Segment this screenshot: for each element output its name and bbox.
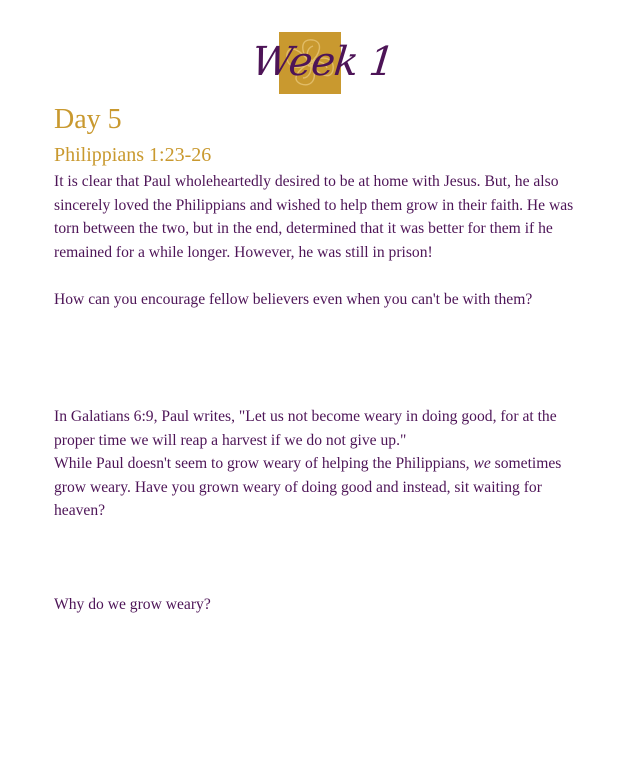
page-header — [0, 26, 624, 98]
intro-paragraph: It is clear that Paul wholeheartedly desired to be at home with Jesus. But, he also sincerely loved the Philippians and wished to help them grow in their faith. He was torn between the two, but in the end, determined that it was better for them if he remained for a while longer. However, he was still in prison! — [54, 173, 574, 261]
reflection-question-2: Why do we grow weary? — [54, 595, 211, 613]
week-logo-text: Week 1 — [249, 39, 397, 85]
answer-space-2 — [54, 523, 574, 593]
day-content — [54, 100, 574, 616]
galatians-quote: In Galatians 6:9, Paul writes, "Let us not become weary in doing good, for at the proper time we will reap a harvest if we do not give up." — [54, 408, 557, 449]
weary-paragraph — [54, 452, 574, 523]
answer-space-1 — [54, 311, 574, 405]
weary-text-after: sometimes grow weary. Have you grown weary of doing good and instead, sit waiting for heaven? — [54, 455, 562, 519]
reflection-question-1: How can you encourage fellow believers even when you can't be with them? — [54, 290, 533, 308]
weary-emphasis: we — [473, 455, 491, 472]
spacer — [54, 264, 574, 288]
day-title: Day 5 — [54, 104, 122, 135]
weary-text-before: While Paul doesn't seem to grow weary of helping the Philippians, — [54, 455, 474, 472]
scripture-passage: Philippians 1:23-26 — [54, 144, 212, 166]
